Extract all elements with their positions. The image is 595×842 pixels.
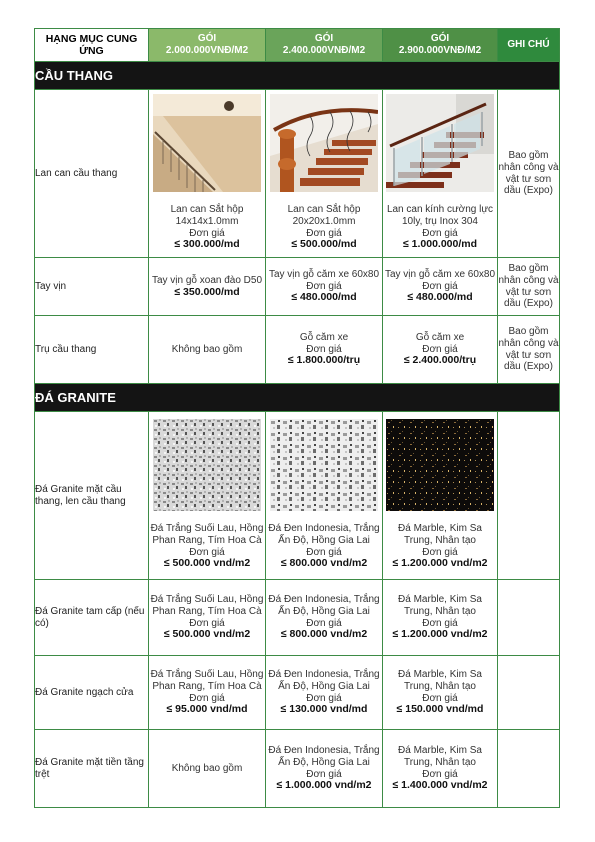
item-price: ≤ 1.000.000 vnd/m2	[276, 779, 372, 792]
header-package-2	[266, 29, 383, 62]
package-cell	[383, 258, 498, 316]
note-cell	[498, 580, 560, 656]
package-name: GÓI	[314, 32, 334, 44]
package-cell-excluded: Không bao gồm	[149, 316, 266, 384]
item-price: ≤ 800.000 vnd/m2	[280, 628, 368, 641]
table-row	[35, 412, 560, 580]
granite-grey-image	[270, 419, 378, 511]
row-label: Lan can cầu thang	[35, 90, 149, 258]
table-row	[35, 90, 560, 258]
item-desc: Đá Marble, Kim Sa Trung, Nhân tạo	[398, 523, 482, 546]
package-cell-excluded: Không bao gồm	[149, 730, 266, 808]
stair-image-2	[270, 94, 378, 192]
granite-photo	[270, 419, 378, 511]
package-cell	[266, 412, 383, 580]
section-title-granite: ĐÁ GRANITE	[35, 384, 560, 412]
row-label: Đá Granite mặt tiền tầng trệt	[35, 730, 149, 808]
item-price: ≤ 2.400.000/trụ	[403, 354, 477, 367]
package-cell	[149, 258, 266, 316]
package-cell	[149, 90, 266, 258]
unit-label: Đơn giá	[306, 617, 342, 629]
item-desc: Lan can Sắt hộp 20x20x1.0mm	[287, 204, 361, 227]
package-cell	[383, 90, 498, 258]
item-price: ≤ 480.000/md	[407, 291, 473, 304]
table-row	[35, 580, 560, 656]
item-desc: Đá Trắng Suối Lau, Hồng Phan Rang, Tím Hoa Cà	[150, 594, 264, 617]
unit-label: Đơn giá	[306, 768, 342, 780]
unit-label: Đơn giá	[189, 692, 225, 704]
item-desc: Gỗ căm xe	[415, 332, 465, 344]
item-price: ≤ 500.000/md	[291, 238, 357, 251]
package-cell	[266, 90, 383, 258]
item-desc: Đá Marble, Kim Sa Trung, Nhân tạo	[398, 594, 482, 617]
package-cell	[383, 580, 498, 656]
header-row	[35, 29, 560, 62]
item-desc: Gỗ căm xe	[299, 332, 349, 344]
section-row	[35, 384, 560, 412]
item-price: ≤ 350.000/md	[174, 285, 240, 298]
table-row	[35, 258, 560, 316]
unit-label: Đơn giá	[422, 692, 458, 704]
row-label: Đá Granite ngạch cửa	[35, 656, 149, 730]
unit-label: Đơn giá	[306, 546, 342, 558]
item-price: ≤ 800.000 vnd/m2	[280, 557, 368, 570]
header-package-3	[383, 29, 498, 62]
granite-photo	[386, 419, 494, 511]
item-price: ≤ 1.400.000 vnd/m2	[392, 779, 488, 792]
item-desc: Lan can kính cường lực 10ly, trụ Inox 304	[386, 204, 494, 227]
section-row	[35, 62, 560, 90]
granite-black-image	[386, 419, 494, 511]
item-desc: Đá Đen Indonesia, Trắng Ấn Độ, Hồng Gia Lai	[268, 745, 380, 768]
price-table	[34, 28, 560, 808]
note-cell: Bao gồm nhân công và vật tư sơn dầu (Expo)	[498, 90, 560, 258]
package-price: 2.000.000VNĐ/M2	[165, 45, 249, 56]
item-price: ≤ 1.000.000/md	[402, 238, 478, 251]
item-desc: Đá Marble, Kim Sa Trung, Nhân tạo	[398, 669, 482, 692]
note-cell: Bao gồm nhân công và vật tư sơn dầu (Expo)	[498, 258, 560, 316]
granite-photo	[153, 419, 261, 511]
package-name: GÓI	[197, 32, 217, 44]
item-desc: Đá Trắng Suối Lau, Hồng Phan Rang, Tím Hoa Cà	[150, 669, 264, 692]
item-price: ≤ 95.000 vnd/md	[166, 703, 248, 716]
item-desc: Đá Đen Indonesia, Trắng Ấn Độ, Hồng Gia Lai	[268, 669, 380, 692]
note-cell	[498, 412, 560, 580]
item-desc: Tay vịn gỗ xoan đào D50	[151, 274, 263, 286]
header-package-1	[149, 29, 266, 62]
table-row	[35, 730, 560, 808]
unit-label: Đơn giá	[306, 692, 342, 704]
unit-label: Đơn giá	[422, 343, 458, 355]
unit-label: Đơn giá	[422, 280, 458, 292]
package-cell	[266, 316, 383, 384]
unit-label: Đơn giá	[306, 280, 342, 292]
package-price: 2.900.000VNĐ/M2	[398, 45, 482, 56]
unit-label: Đơn giá	[189, 227, 225, 239]
section-title-stairs: CẦU THANG	[35, 62, 560, 90]
unit-label: Đơn giá	[306, 343, 342, 355]
unit-label: Đơn giá	[189, 617, 225, 629]
note-cell: Bao gồm nhân công và vật tư sơn dầu (Expo)	[498, 316, 560, 384]
package-cell	[149, 580, 266, 656]
row-label: Tay vịn	[35, 258, 149, 316]
unit-label: Đơn giá	[422, 227, 458, 239]
note-cell	[498, 656, 560, 730]
unit-label: Đơn giá	[422, 617, 458, 629]
granite-white-image	[153, 419, 261, 511]
package-cell	[383, 412, 498, 580]
item-desc: Đá Marble, Kim Sa Trung, Nhân tạo	[398, 745, 482, 768]
unit-label: Đơn giá	[306, 227, 342, 239]
stair-image-3	[386, 94, 494, 192]
stair-photo	[386, 94, 494, 192]
stair-photo	[270, 94, 378, 192]
package-cell	[266, 656, 383, 730]
item-price: ≤ 500.000 vnd/m2	[163, 557, 251, 570]
package-cell	[383, 730, 498, 808]
item-price: ≤ 1.200.000 vnd/m2	[392, 557, 488, 570]
stair-image-1	[153, 94, 261, 192]
package-cell	[383, 656, 498, 730]
table-row	[35, 656, 560, 730]
unit-label: Đơn giá	[422, 546, 458, 558]
package-price: 2.400.000VNĐ/M2	[282, 45, 366, 56]
item-desc: Tay vịn gỗ căm xe 60x80	[268, 269, 380, 281]
unit-label: Đơn giá	[189, 546, 225, 558]
item-price: ≤ 1.200.000 vnd/m2	[392, 628, 488, 641]
package-cell	[383, 316, 498, 384]
item-price: ≤ 300.000/md	[174, 238, 240, 251]
table-row	[35, 316, 560, 384]
note-cell	[498, 730, 560, 808]
package-cell	[149, 412, 266, 580]
item-price: ≤ 1.800.000/trụ	[287, 354, 361, 367]
item-desc: Đá Trắng Suối Lau, Hồng Phan Rang, Tím Hoa Cà	[150, 523, 264, 546]
item-desc: Lan can Sắt hộp 14x14x1.0mm	[170, 204, 244, 227]
row-label: Đá Granite tam cấp (nếu có)	[35, 580, 149, 656]
item-price: ≤ 500.000 vnd/m2	[163, 628, 251, 641]
item-price: ≤ 130.000 vnd/md	[280, 703, 368, 716]
row-label: Trụ cầu thang	[35, 316, 149, 384]
package-cell	[149, 656, 266, 730]
row-label: Đá Granite mặt cầu thang, len cầu thang	[35, 412, 149, 580]
package-cell	[266, 730, 383, 808]
header-category: HẠNG MỤC CUNG ỨNG	[35, 29, 149, 62]
package-cell	[266, 580, 383, 656]
item-desc: Tay vịn gỗ căm xe 60x80	[384, 269, 496, 281]
item-desc: Đá Đen Indonesia, Trắng Ấn Độ, Hồng Gia Lai	[268, 523, 380, 546]
item-price: ≤ 150.000 vnd/md	[396, 703, 484, 716]
stair-photo	[153, 94, 261, 192]
item-desc: Đá Đen Indonesia, Trắng Ấn Độ, Hồng Gia Lai	[268, 594, 380, 617]
package-name: GÓI	[430, 32, 450, 44]
item-price: ≤ 480.000/md	[291, 291, 357, 304]
unit-label: Đơn giá	[422, 768, 458, 780]
header-note: GHI CHÚ	[498, 29, 560, 62]
package-cell	[266, 258, 383, 316]
